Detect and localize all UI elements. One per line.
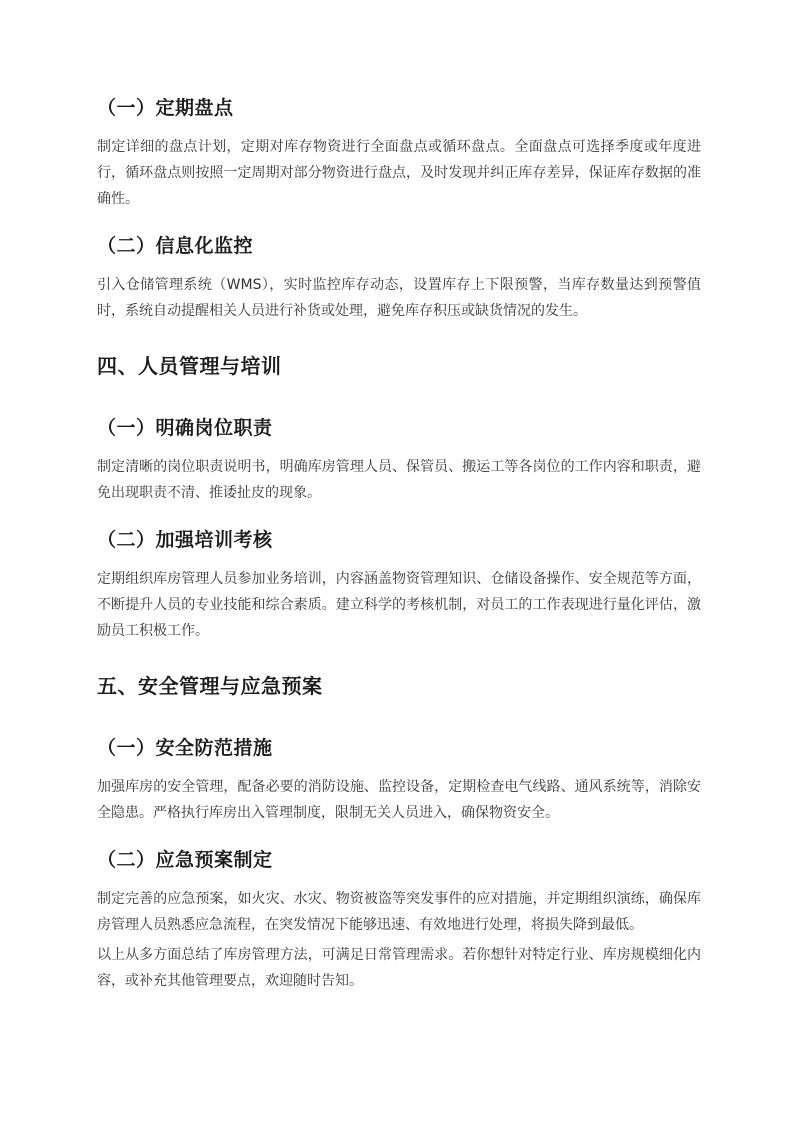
section-heading: （一）安全防范措施 xyxy=(97,737,273,759)
section-heading: （一）定期盘点 xyxy=(97,97,234,119)
section-paragraph: 制定完善的应急预案，如火灾、水灾、物资被盗等突发事件的应对措施，并定期组织演练，确保库房管理人员熟悉应急流程，在突发情况下能够迅速、有效地进行处理，将损失降到最低。 xyxy=(97,891,701,933)
section-paragraph: 加强库房的安全管理，配备必要的消防设施、监控设备，定期检查电气线路、通风系统等，消除安全隐患。严格执行库房出入管理制度，限制无关人员进入，确保物资安全。 xyxy=(97,779,701,821)
section-paragraph: 制定清晰的岗位职责说明书，明确库房管理人员、保管员、搬运工等各岗位的工作内容和职责，避免出现职责不清、推诿扯皮的现象。 xyxy=(97,459,701,501)
chapter-heading: 五、安全管理与应急预案 xyxy=(97,674,323,698)
section-paragraph: 引入仓储管理系统（WMS），实时监控库存动态，设置库存上下限预警，当库存数量达到预警值时，系统自动提醒相关人员进行补货或处理，避免库存积压或缺货情况的发生。 xyxy=(97,277,701,319)
section-heading: （二）加强培训考核 xyxy=(97,529,273,551)
section-paragraph: 制定详细的盘点计划，定期对库存物资进行全面盘点或循环盘点。全面盘点可选择季度或年度进行，循环盘点则按照一定周期对部分物资进行盘点，及时发现并纠正库存差异，保证库存数据的准确性。 xyxy=(97,139,701,207)
document-page xyxy=(97,88,701,994)
section-heading: （二）信息化监控 xyxy=(97,235,254,257)
chapter-heading: 四、人员管理与培训 xyxy=(97,354,282,378)
section-paragraph: 定期组织库房管理人员参加业务培训，内容涵盖物资管理知识、仓储设备操作、安全规范等方面，不断提升人员的专业技能和综合素质。建立科学的考核机制，对员工的工作表现进行量化评估，激励员工积极工作。 xyxy=(97,571,701,639)
section-heading: （二）应急预案制定 xyxy=(97,849,273,871)
closing-paragraph: 以上从多方面总结了库房管理方法，可满足日常管理需求。若你想针对特定行业、库房规模细化内容，或补充其他管理要点，欢迎随时告知。 xyxy=(97,947,701,989)
section-heading: （一）明确岗位职责 xyxy=(97,417,273,439)
